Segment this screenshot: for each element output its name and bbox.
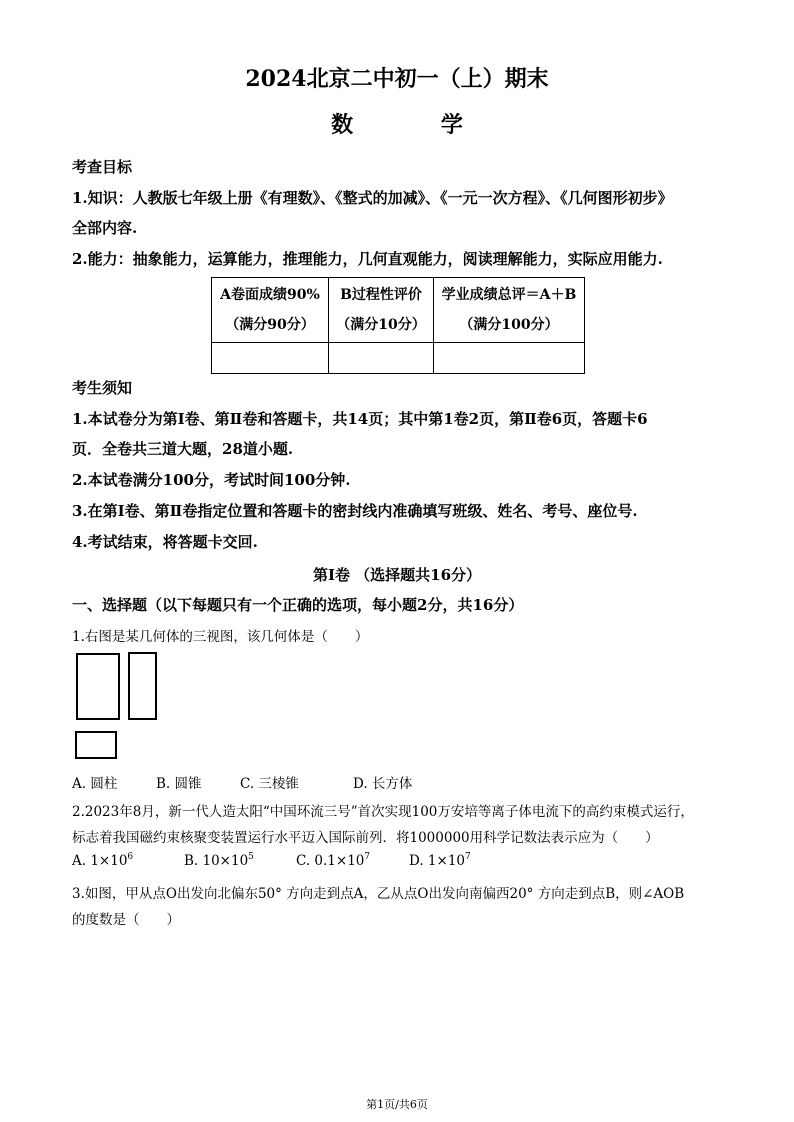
- score-header-total-line1: 学业成绩总评＝A＋B: [441, 287, 577, 303]
- q1-option-b[interactable]: B. 圆锥: [156, 776, 202, 792]
- score-header-a: [212, 278, 329, 343]
- score-table-header-row: [212, 278, 585, 343]
- q2-line-2: 标志着我国磁约束核聚变装置运行水平迈入国际前列．将1000000用科学记数法表示应为（ ）: [72, 830, 659, 846]
- score-cell-b[interactable]: [329, 343, 434, 374]
- q2-option-a-exp: 6: [127, 852, 134, 862]
- score-header-a-line1: A卷面成绩90%: [220, 287, 320, 303]
- score-header-b: [329, 278, 434, 343]
- notice-line-1a: 1.本试卷分为第I卷、第Ⅱ卷和答题卡，共14页；其中第1卷2页，第Ⅱ卷6页，答题卡6: [72, 410, 648, 428]
- objectives-line-1: 1.知识：人教版七年级上册《有理数》、《整式的加减》、《一元一次方程》、《几何图形初步》: [72, 189, 673, 207]
- subject-title: 数 学: [331, 112, 503, 138]
- notice-line-3: 3.在第Ⅰ卷、第Ⅱ卷指定位置和答题卡的密封线内准确填写班级、姓名、考号、座位号.: [72, 502, 638, 520]
- q2-option-c-base: C. 0.1×10: [296, 853, 365, 869]
- q1-top-view: [75, 731, 117, 759]
- q2-option-d[interactable]: [409, 853, 471, 869]
- section-title: 第I卷 （选择题共16分）: [312, 566, 482, 584]
- q2-option-b-exp: 5: [248, 852, 254, 862]
- q1-side-view: [128, 652, 157, 720]
- score-table: [211, 277, 585, 374]
- q1-option-d[interactable]: D. 长方体: [353, 776, 413, 792]
- q2-option-c-exp: 7: [364, 852, 371, 862]
- page-footer: 第1页/共6页: [366, 1098, 428, 1111]
- score-header-total-line2: （满分100分）: [459, 317, 559, 333]
- page-title: 2024北京二中初一（上）期末: [245, 66, 549, 92]
- q3-line-1: 3.如图，甲从点O出发向北偏东50° 方向走到点A，乙从点O出发向南偏西20° 方向走到点B，则∠AOB: [72, 886, 685, 902]
- part-1-heading: 一、选择题（以下每题只有一个正确的选项，每小题2分，共16分）: [72, 596, 524, 614]
- score-header-b-line1: B过程性评价: [340, 287, 422, 303]
- q2-option-b[interactable]: [184, 853, 254, 869]
- objectives-heading: 考查目标: [72, 158, 133, 176]
- q2-option-d-exp: 7: [465, 852, 471, 862]
- notice-line-1b: 页．全卷共三道大题，28道小题.: [72, 440, 294, 458]
- q2-option-c[interactable]: [296, 853, 370, 869]
- q1-front-view: [76, 653, 120, 720]
- notice-heading: 考生须知: [72, 379, 133, 397]
- q3-line-2: 的度数是（ ）: [72, 912, 180, 928]
- q1-option-c[interactable]: C. 三棱锥: [240, 776, 299, 792]
- score-table-blank-row: [212, 343, 585, 374]
- score-cell-a[interactable]: [212, 343, 329, 374]
- q1-option-a[interactable]: A. 圆柱: [72, 776, 118, 792]
- score-header-total: [434, 278, 585, 343]
- objectives-line-2: 2.能力：抽象能力，运算能力，推理能力，几何直观能力，阅读理解能力，实际应用能力.: [72, 250, 663, 268]
- q1-stem: 1.右图是某几何体的三视图，该几何体是（ ）: [72, 629, 369, 645]
- score-header-a-line2: （满分90分）: [225, 317, 315, 333]
- notice-line-2: 2.本试卷满分100分，考试时间100分钟.: [72, 471, 351, 489]
- score-header-b-line2: （满分10分）: [336, 317, 426, 333]
- score-cell-total[interactable]: [434, 343, 585, 374]
- q2-option-a-base: A. 1×10: [72, 853, 128, 869]
- q2-option-d-base: D. 1×10: [409, 853, 466, 869]
- q2-line-1: 2.2023年8月，新一代人造太阳“中国环流三号”首次实现100万安培等离子体电流下的高约束模式运行，: [72, 804, 694, 820]
- q2-option-b-base: B. 10×10: [184, 853, 249, 869]
- objectives-line-1b: 全部内容.: [72, 219, 138, 237]
- q2-option-a[interactable]: [72, 853, 133, 869]
- notice-line-4: 4.考试结束，将答题卡交回.: [72, 533, 258, 551]
